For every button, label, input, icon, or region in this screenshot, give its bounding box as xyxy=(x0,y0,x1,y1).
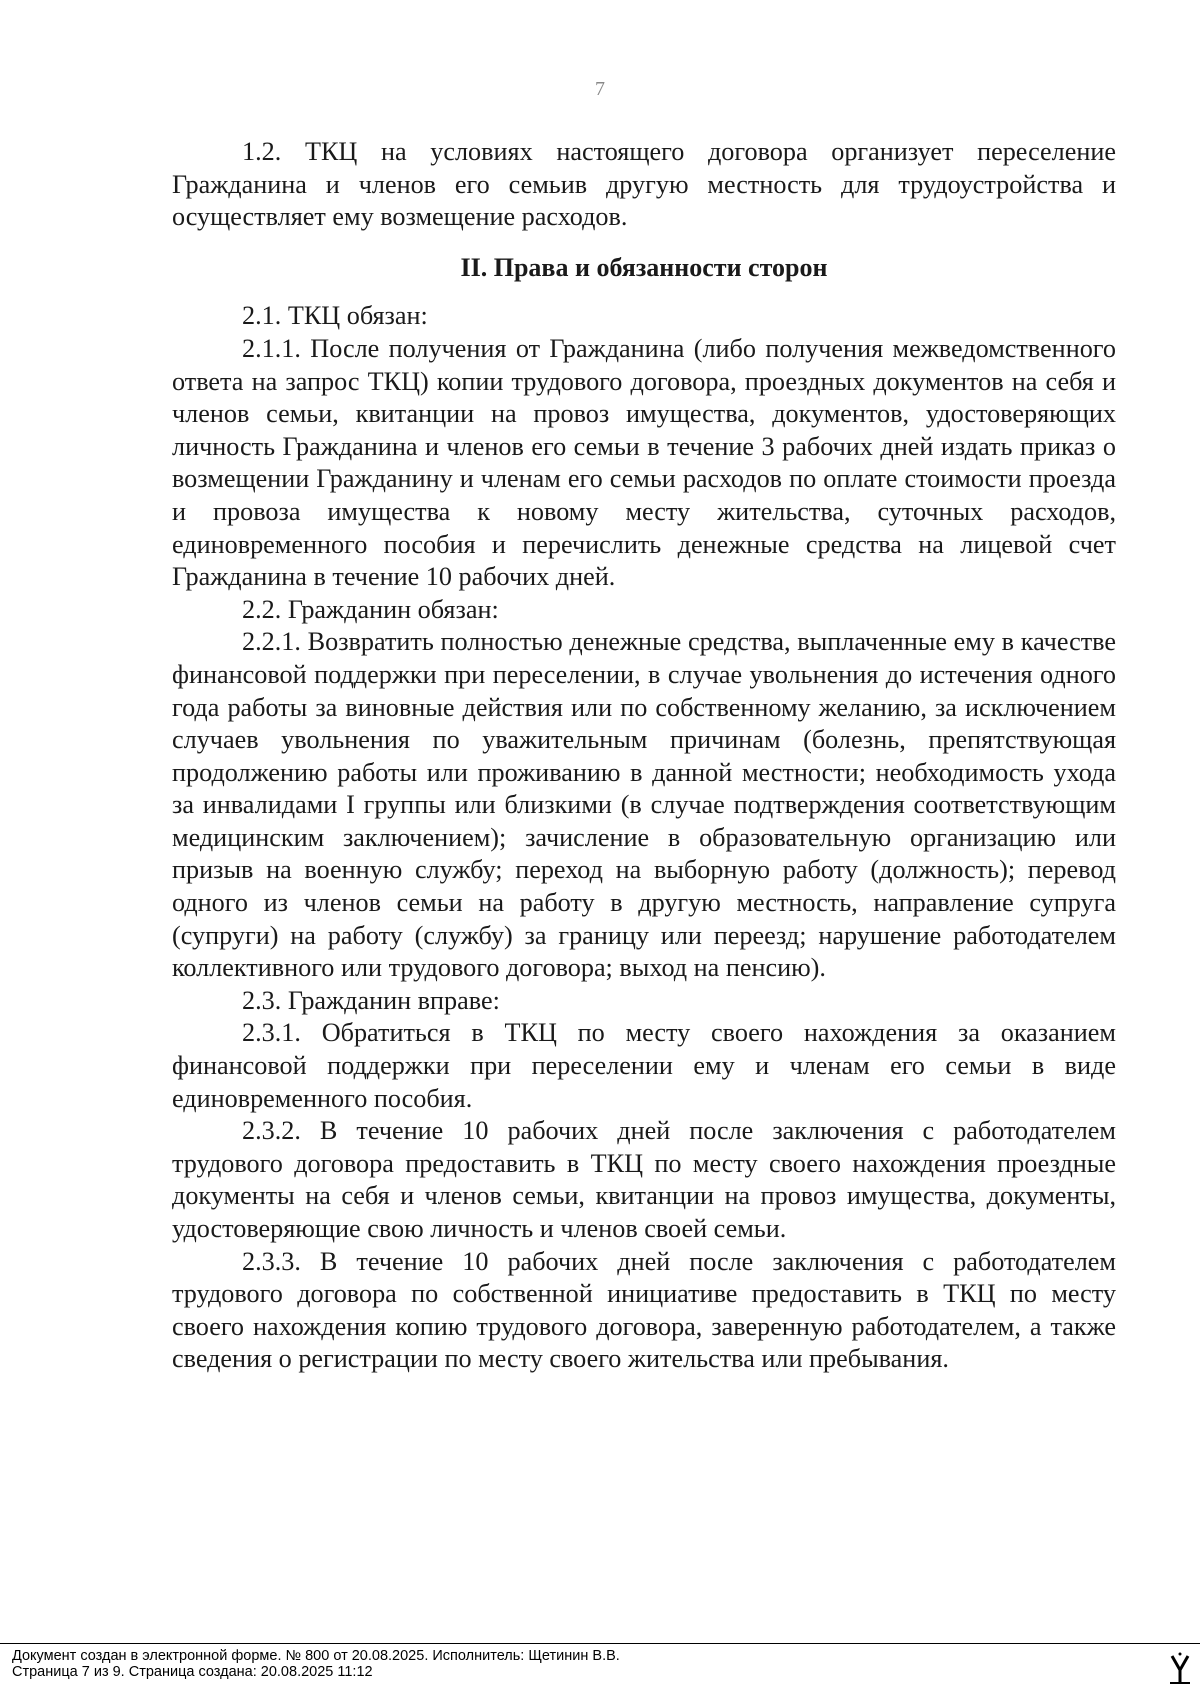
paragraph-2-3-3: 2.3.3. В течение 10 рабочих дней после заключения с работодателем трудового договора по собственной инициативе предоставить в ТКЦ по месту своего нахождения копию трудового договора, заверенную работодателем, а также сведения о регистрации по месту своего жительства или пребывания. xyxy=(172,1246,1116,1374)
coat-of-arms-icon xyxy=(1168,1652,1192,1686)
page-number: 7 xyxy=(595,78,605,100)
paragraph-1-2: 1.2. ТКЦ на условиях настоящего договора организует переселение Гражданина и членов его семьив другую местность для трудоустройства и осуществляет ему возмещение расходов. xyxy=(172,137,1116,232)
paragraph-2-1: 2.1. ТКЦ обязан: xyxy=(242,301,428,331)
paragraph-2-3: 2.3. Гражданин вправе: xyxy=(242,985,500,1015)
paragraph-2-1-1: 2.1.1. После получения от Гражданина (либо получения межведомственного ответа на запрос ТКЦ) копии трудового договора, проездных документов на себя и членов семьи, квитанции на провоз имущества, документов, удостоверяющих личность Гражданина и членов его семьи в течение 3 рабочих дней издать приказ о возмещении Гражданину и членам его семьи расходов по оплате стоимости проезда и провоза имущества к новому месту жительства, суточных расходов, единовременного пособия и перечислить денежные средства на лицевой счет Гражданина в течение 10 рабочих дней. xyxy=(172,333,1116,592)
footer-line-1: Документ создан в электронной форме. № 800 от 20.08.2025. Исполнитель: Щетинин В.В. xyxy=(12,1648,620,1664)
paragraph-2-3-1: 2.3.1. Обратиться в ТКЦ по месту своего нахождения за оказанием финансовой поддержки при переселении ему и членам его семьи в виде единовременного пособия. xyxy=(172,1018,1116,1113)
paragraph-2-2: 2.2. Гражданин обязан: xyxy=(242,594,499,624)
paragraph-2-3-2: 2.3.2. В течение 10 рабочих дней после заключения с работодателем трудового договора предоставить в ТКЦ по месту своего нахождения проездные документы на себя и членов семьи, квитанции на провоз имущества, документы, удостоверяющие свою личность и членов своей семьи. xyxy=(172,1116,1116,1243)
footer-divider xyxy=(0,1643,1200,1644)
footer xyxy=(12,1648,620,1680)
footer-line-2: Страница 7 из 9. Страница создана: 20.08.2025 11:12 xyxy=(12,1664,373,1680)
section-heading: II. Права и обязанности сторон xyxy=(460,252,828,282)
paragraph-2-2-1: 2.2.1. Возвратить полностью денежные средства, выплаченные ему в качестве финансовой поддержки при переселении, в случае увольнения до истечения одного года работы за виновные действия или по собственному желанию, за исключением случаев увольнения по уважительным причинам (болезнь, препятствующая продолжению работы или проживанию в данной местности; необходимость ухода за инвалидами I группы или близкими (в случае подтверждения соответствующим медицинским заключением); зачисление в образовательную организацию или призыв на военную службу; переход на выборную работу (должность); перевод одного из членов семьи на работу в другую местность, направление супруга (супруги) на работу (службу) за границу или переезд; нарушение работодателем коллективного или трудового договора; выход на пенсию). xyxy=(172,627,1116,983)
document-body xyxy=(172,136,1116,1376)
